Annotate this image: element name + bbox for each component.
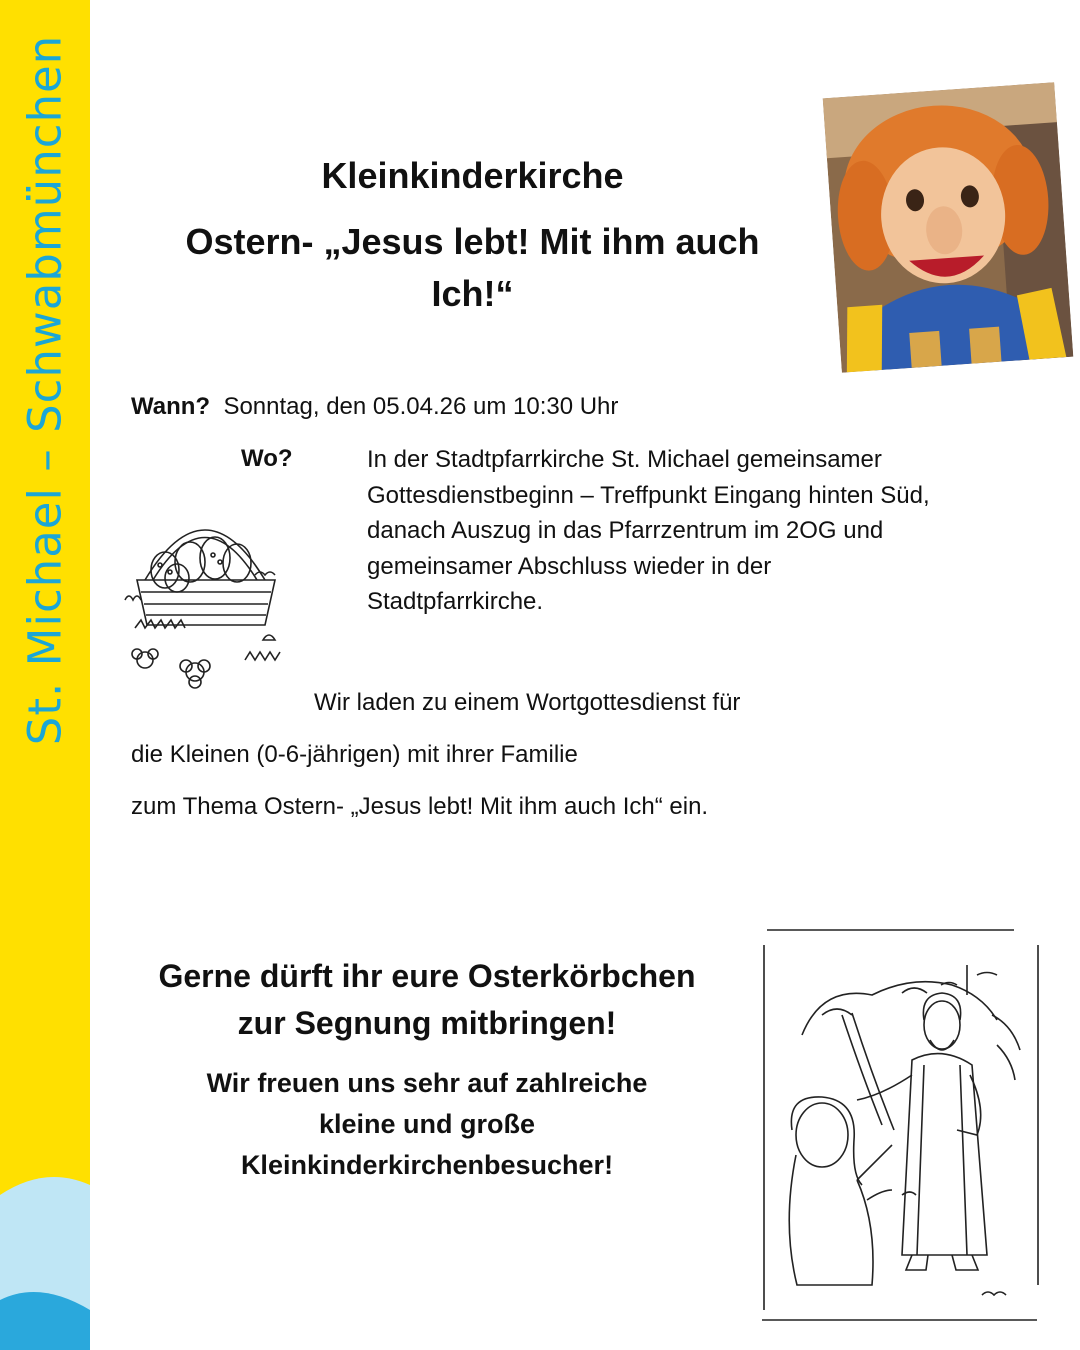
where-line: Gottesdienstbeginn – Treffpunkt Eingang hinten Süd, bbox=[367, 481, 930, 509]
parish-name: St. Michael – Schwabmünchen bbox=[18, 34, 72, 746]
page-title: Kleinkinderkirche bbox=[321, 155, 624, 196]
subtitle-line-1: Ostern- „Jesus lebt! Mit ihm auch bbox=[185, 221, 760, 262]
closing-line-2: zur Segnung mitbringen! bbox=[237, 1005, 617, 1041]
when-value: Sonntag, den 05.04.26 um 10:30 Uhr bbox=[223, 393, 619, 420]
when-label: Wann? bbox=[131, 393, 211, 420]
where-line: danach Auszug in das Pfarrzentrum im 2OG und bbox=[367, 517, 884, 544]
sidebar-banner bbox=[0, 0, 90, 1350]
closing-line-4: kleine und große bbox=[318, 1109, 536, 1139]
easter-basket-drawing bbox=[115, 500, 300, 700]
puppet-photo bbox=[823, 82, 1074, 373]
subtitle-line-2: Ich!“ bbox=[431, 273, 514, 314]
when-row bbox=[131, 393, 618, 421]
where-description bbox=[367, 442, 1027, 620]
invitation-line-2: die Kleinen (0-6-jährigen) mit ihrer Familie bbox=[131, 741, 578, 768]
where-line: Stadtpfarrkirche. bbox=[367, 588, 544, 615]
closing-line-3: Wir freuen uns sehr auf zahlreiche bbox=[206, 1068, 648, 1098]
where-label: Wo? bbox=[241, 445, 293, 472]
closing-line-5: Kleinkinderkirchenbesucher! bbox=[240, 1150, 614, 1180]
invitation-line-1: Wir laden zu einem Wortgottesdienst für bbox=[314, 689, 741, 716]
wave-decoration bbox=[0, 1160, 90, 1350]
where-line: In der Stadtpfarrkirche St. Michael gemeinsamer bbox=[367, 446, 882, 473]
where-line: gemeinsamer Abschluss wieder in der bbox=[367, 552, 772, 580]
closing-line-1: Gerne dürft ihr eure Osterkörbchen bbox=[158, 958, 696, 994]
invitation-line-3: zum Thema Ostern- „Jesus lebt! Mit ihm auch Ich“ ein. bbox=[131, 793, 709, 820]
resurrection-drawing bbox=[752, 925, 1047, 1325]
